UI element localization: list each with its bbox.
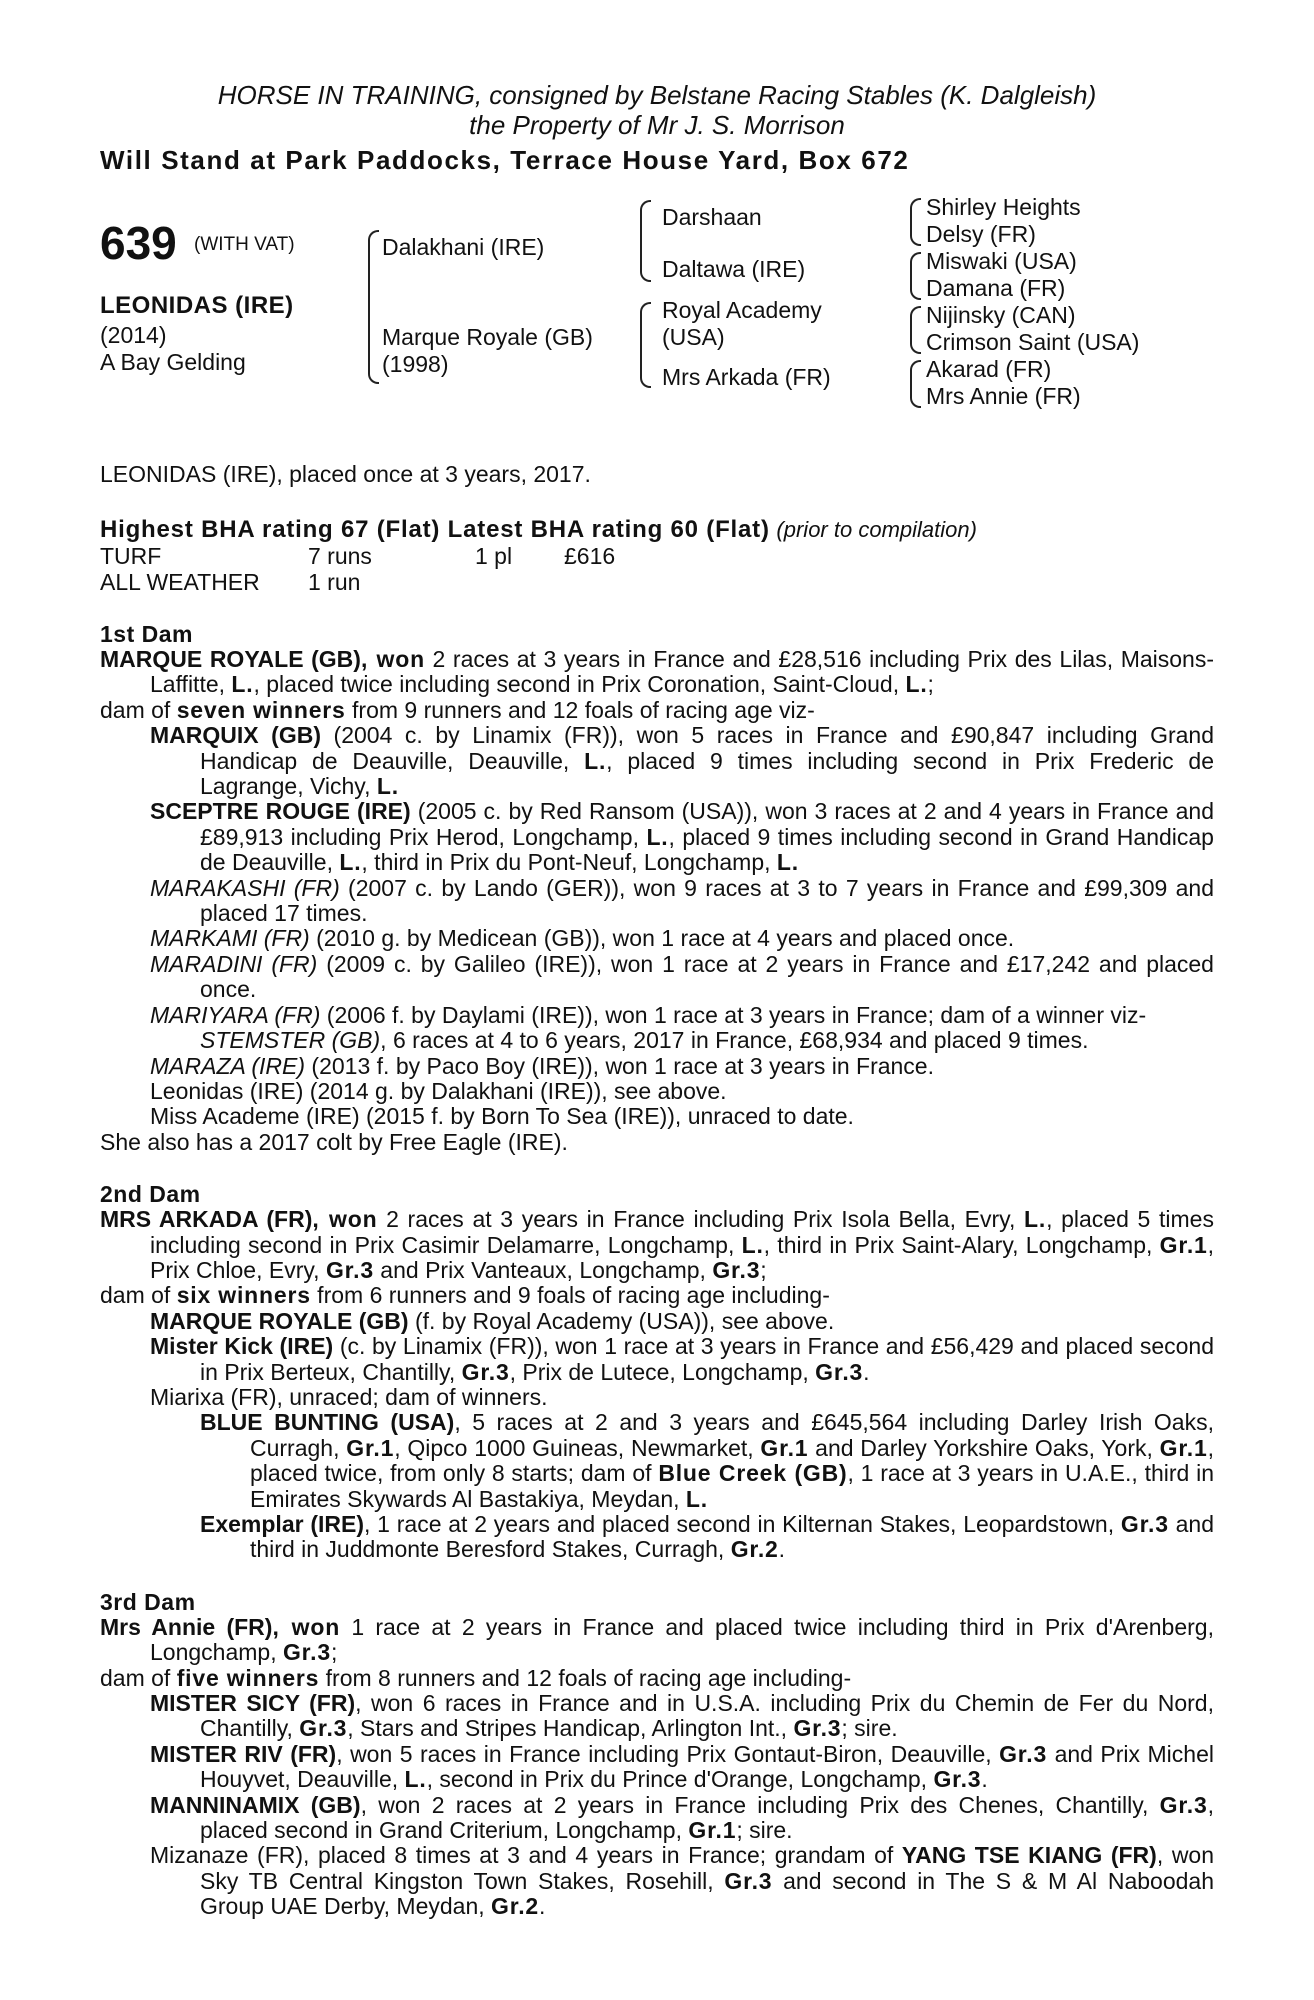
second-dam-heading: 2nd Dam xyxy=(100,1181,201,1208)
produce-entry: MARIYARA (FR) (2006 f. by Daylami (IRE)), won 1 race at 3 years in France; dam of a winner viz- xyxy=(150,1001,1147,1028)
catalogue-page xyxy=(100,80,1214,1920)
stats-row xyxy=(100,569,1214,595)
produce-entry: MARQUIX (GB) (2004 c. by Linamix (FR)), won 5 races in France and £90,847 including Grand Handicap de Deauville, Deauville, L., placed 9 times including second in Prix Frederic de Lagrange, Vichy, L. xyxy=(150,722,1214,800)
dam-produce-summary: dam of seven winners from 9 runners and 12 foals of racing age viz- xyxy=(100,696,815,723)
pedigree-bracket xyxy=(640,302,651,388)
rating-text: Highest BHA rating 67 (Flat) Latest BHA rating 60 (Flat) xyxy=(100,516,770,543)
produce-entry: MARKAMI (FR) (2010 g. by Medicean (GB)), won 1 race at 4 years and placed once. xyxy=(150,925,1015,952)
produce-entry: Leonidas (IRE) (2014 g. by Dalakhani (IRE)), see above. xyxy=(150,1077,727,1104)
produce-entry: MARQUE ROYALE (GB) (f. by Royal Academy (USA)), see above. xyxy=(150,1307,835,1334)
dam-year: (1998) xyxy=(382,351,449,377)
dam-produce-summary: dam of six winners from 6 runners and 9 foals of racing age including- xyxy=(100,1282,830,1309)
stat-surface: TURF xyxy=(100,543,162,569)
stat-placed: 1 pl xyxy=(475,543,513,569)
third-dam-heading: 3rd Dam xyxy=(100,1588,196,1615)
first-dam-heading: 1st Dam xyxy=(100,621,193,647)
stat-surface: ALL WEATHER xyxy=(100,569,260,595)
consignor-line: HORSE IN TRAINING, consigned by Belstane Racing Stables (K. Dalgleish) xyxy=(217,80,1097,110)
ancestor-6: Crimson Saint (USA) xyxy=(926,329,1140,355)
produce-entry: MARAZA (IRE) (2013 f. by Paco Boy (IRE)), won 1 race at 3 years in France. xyxy=(150,1052,934,1079)
dam-dam-name: Mrs Arkada (FR) xyxy=(662,364,831,390)
owner-line: the Property of Mr J. S. Morrison xyxy=(469,110,845,140)
dam-produce-summary: dam of five winners from 8 runners and 12 foals of racing age including- xyxy=(100,1664,852,1691)
dam-sire-country: (USA) xyxy=(662,324,725,350)
pedigree-bracket xyxy=(640,200,651,282)
pedigree-bracket xyxy=(910,306,921,354)
produce-entry: BLUE BUNTING (USA), 5 races at 2 and 3 years and £645,564 including Darley Irish Oaks, Curragh, Gr.1, Qipco 1000 Guineas, Newmarket, Gr.1 and Darley Yorkshire Oaks, York, Gr.1, placed twice, from only 8 starts; dam of Blue Creek (GB), 1 race at 3 years in U.A.E., third in Emirates Skywards Al Bastakiya, Meydan, L. xyxy=(200,1409,1214,1512)
produce-note: She also has a 2017 colt by Free Eagle (IRE). xyxy=(100,1128,568,1155)
produce-entry: MISTER RIV (FR), won 5 races in France including Prix Gontaut-Biron, Deauville, Gr.3 and Prix Michel Houyvet, Deauville, L., second in Prix du Prince d'Orange, Longchamp, Gr.3. xyxy=(150,1740,1214,1793)
pedigree-bracket xyxy=(910,252,921,300)
ancestor-4: Damana (FR) xyxy=(926,275,1066,301)
produce-entry: MARADINI (FR) (2009 c. by Galileo (IRE)), won 1 race at 2 years in France and £17,242 and placed once. xyxy=(150,950,1214,1003)
ancestor-2: Delsy (FR) xyxy=(926,221,1036,247)
produce-entry: Miarixa (FR), unraced; dam of winners. xyxy=(150,1383,548,1410)
horse-description: A Bay Gelding xyxy=(100,349,246,375)
lot-number: 639 xyxy=(100,217,177,269)
produce-entry: Exemplar (IRE), 1 race at 2 years and placed second in Kilternan Stakes, Leopardstown, Gr.3 and third in Juddmonte Beresford Stakes, Curragh, Gr.2. xyxy=(200,1511,1214,1563)
produce-entry: Mizanaze (FR), placed 8 times at 3 and 4 years in France; grandam of YANG TSE KIANG (FR), won Sky TB Central Kingston Town Stakes, Rosehill, Gr.3 and second in The S & M Al Naboodah Group UAE Derby, Meydan, Gr.2. xyxy=(150,1842,1215,1920)
produce-entry: Miss Academe (IRE) (2015 f. by Born To Sea (IRE)), unraced to date. xyxy=(150,1103,854,1130)
pedigree-bracket xyxy=(910,198,921,246)
stand-location: Will Stand at Park Paddocks, Terrace House Yard, Box 672 xyxy=(100,145,910,175)
sire-name: Dalakhani (IRE) xyxy=(382,234,545,260)
produce-entry: MISTER SICY (FR), won 6 races in France and in U.S.A. including Prix du Chemin de Fer du Nord, Chantilly, Gr.3, Stars and Stripes Handicap, Arlington Int., Gr.3; sire. xyxy=(150,1690,1214,1742)
dam-record: MARQUE ROYALE (GB), won 2 races at 3 years in France and £28,516 including Prix des Lilas, Maisons-Laffitte, L., placed twice including second in Prix Coronation, Saint-Cloud, L.; xyxy=(100,646,1214,698)
produce-entry: Mister Kick (IRE) (c. by Linamix (FR)), won 1 race at 3 years in France and £56,429 and placed second in Prix Berteux, Chantilly, Gr.3, Prix de Lutece, Longchamp, Gr.3. xyxy=(150,1333,1215,1385)
bha-rating xyxy=(100,516,1214,543)
horse-year: (2014) xyxy=(100,322,167,348)
ancestor-7: Akarad (FR) xyxy=(926,356,1052,382)
race-summary: LEONIDAS (IRE), placed once at 3 years, 2017. xyxy=(100,461,591,487)
horse-name: LEONIDAS (IRE) xyxy=(100,292,294,319)
dam-record: MRS ARKADA (FR), won 2 races at 3 years in France including Prix Isola Bella, Evry, L., placed 5 times including second in Prix Casimir Delamarre, Longchamp, L., third in Prix Saint-Alary, Longchamp, Gr.1, Prix Chloe, Evry, Gr.3 and Prix Vanteaux, Longchamp, Gr.3; xyxy=(100,1206,1215,1283)
dam-sire-name: Royal Academy xyxy=(662,297,822,323)
ancestor-8: Mrs Annie (FR) xyxy=(926,383,1081,409)
ancestor-1: Shirley Heights xyxy=(926,194,1081,220)
pedigree-bracket xyxy=(368,230,379,384)
stat-runs: 1 run xyxy=(308,569,361,595)
sire-dam-name: Daltawa (IRE) xyxy=(662,256,806,282)
produce-entry: MARAKASHI (FR) (2007 c. by Lando (GER)), won 9 races at 3 to 7 years in France and £99,309 and placed 17 times. xyxy=(150,874,1215,927)
ancestor-5: Nijinsky (CAN) xyxy=(926,302,1076,328)
produce-entry: STEMSTER (GB), 6 races at 4 to 6 years, 2017 in France, £68,934 and placed 9 times. xyxy=(200,1027,1089,1054)
pedigree-block xyxy=(100,194,1214,449)
sire-sire-name: Darshaan xyxy=(662,204,762,230)
produce-entry: MANNINAMIX (GB), won 2 races at 2 years in France including Prix des Chenes, Chantilly, Gr.3, placed second in Grand Criterium, Longchamp, Gr.1; sire. xyxy=(150,1791,1214,1844)
vat-note: (WITH VAT) xyxy=(194,234,295,255)
stat-prize: £616 xyxy=(564,543,616,569)
rating-note: (prior to compilation) xyxy=(776,517,977,542)
dam-name: Marque Royale (GB) xyxy=(382,324,593,350)
stat-runs: 7 runs xyxy=(308,543,372,569)
dam-record: Mrs Annie (FR), won 1 race at 2 years in France and placed twice including third in Prix d'Arenberg, Longchamp, Gr.3; xyxy=(100,1613,1214,1666)
pedigree-bracket xyxy=(910,360,921,408)
ancestor-3: Miswaki (USA) xyxy=(926,248,1077,274)
stats-row xyxy=(100,543,1214,569)
produce-entry: SCEPTRE ROUGE (IRE) (2005 c. by Red Ransom (USA)), won 3 races at 2 and 4 years in France and £89,913 including Prix Herod, Longchamp, L., placed 9 times including second in Grand Handicap de Deauville, L., third in Prix du Pont-Neuf, Longchamp, L. xyxy=(150,798,1214,876)
